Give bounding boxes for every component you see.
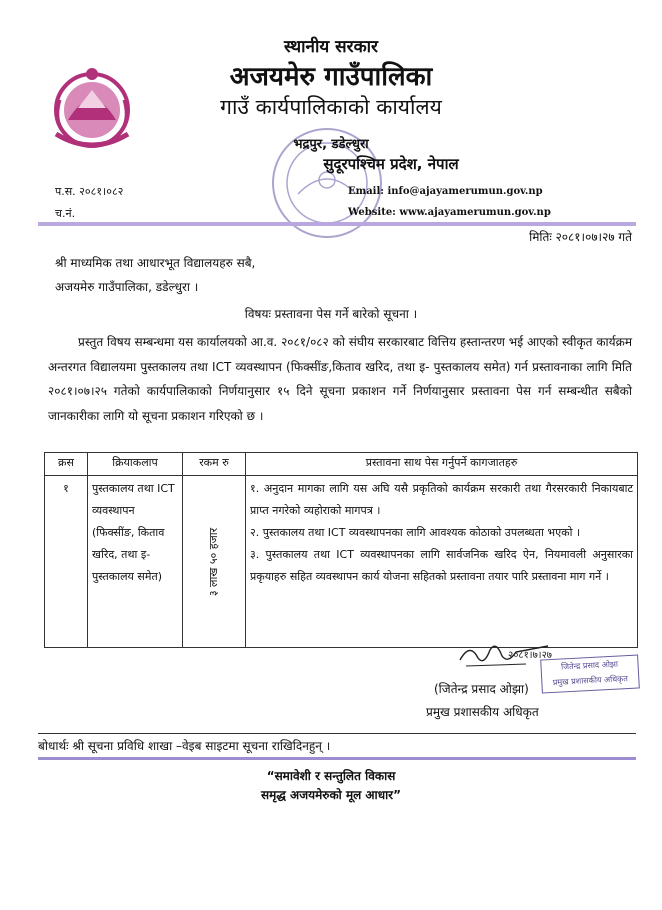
- signer-name: (जितेन्द्र प्रसाद ओझा): [434, 682, 529, 696]
- email-label: Email:: [348, 186, 384, 197]
- slogan-line-1: “समावेशी र सन्तुलित विकास: [266, 769, 396, 783]
- header-serial: क्रस: [45, 453, 88, 476]
- amount-text: ३ लाख ५० हजार: [207, 527, 220, 596]
- header-divider: [38, 222, 636, 226]
- office-name: गाउँ कार्यपालिकाको कार्यालय: [220, 95, 442, 119]
- cc-line: बोधार्थः श्री सूचना प्रविधि शाखा –वेइब साइटमा सूचना राखिदिनहुन् ।: [38, 739, 331, 753]
- signer-title: प्रमुख प्रशासकीय अधिकृत: [426, 705, 539, 719]
- recipient-line-1: श्री माध्यमिक तथा आधारभूत विद्यालयहरु सबै,: [55, 256, 256, 270]
- requirements-table: [44, 452, 638, 648]
- office-address: भद्रपुर, डडेल्धुरा: [293, 137, 369, 152]
- website-label: Website:: [348, 207, 396, 218]
- email-line: [348, 186, 543, 197]
- header-amount: रकम रु: [183, 453, 246, 476]
- document-item-2: २. पुस्तकालय तथा ICT व्यवस्थापनका लागि आवश्यक कोठाको उपलब्धता भएको ।: [250, 526, 581, 539]
- header-activity: क्रियाकलाप: [88, 453, 183, 476]
- letter-date: मितिः २०८१।०७।२७ गते: [529, 230, 632, 244]
- email-address[interactable]: info@ajayamerumun.gov.np: [387, 186, 543, 197]
- website-line: [348, 207, 551, 218]
- office-level-heading: स्थानीय सरकार: [283, 37, 378, 57]
- document-item-3: ३. पुस्तकालय तथा ICT व्यवस्थापनका लागि सार्वजनिक खरिद ऐन, नियमावली अनुसारका प्रकृयाहरु सहित व्यवस्थापन कार्य योजना सहितको प्रस्तावना तयार पारि प्रस्तावना माग गर्ने ।: [250, 548, 633, 583]
- dispatch-number: च.नं.: [55, 207, 76, 220]
- website-link[interactable]: www.ajayamerumun.gov.np: [399, 207, 551, 218]
- stamp-name: जितेन्द्र प्रसाद ओझा: [560, 659, 619, 672]
- cc-divider: [38, 733, 636, 734]
- cell-activity: पुस्तकालय तथा ICT व्यवस्थापन (फिक्सींङ, किताव खरिद, तथा इ-पुस्तकालय समेत): [88, 476, 183, 648]
- footer-divider: [38, 757, 636, 760]
- document-item-1: १. अनुदान मागका लागि यस अघि यसै प्रकृतिको कार्यक्रम सरकारी तथा गैरसरकारी निकायबाट प्राप्त नगरेको व्यहोराको मागपत्र ।: [250, 482, 633, 517]
- municipality-name: अजयमेरु गाउँपालिका: [229, 62, 433, 92]
- cell-serial: १: [45, 476, 88, 648]
- subject-line: विषयः प्रस्तावना पेस गर्ने बारेको सूचना ।: [244, 307, 418, 321]
- stamp-title: प्रमुख प्रशासकीय अधिकृत: [552, 674, 629, 687]
- officer-stamp: [540, 654, 640, 693]
- table-header-row: [45, 453, 638, 476]
- recipient-line-2: अजयमेरु गाउँपालिका, डडेल्धुरा ।: [55, 280, 199, 294]
- body-paragraph: प्रस्तुत विषय सम्बन्धमा यस कार्यालयको आ.व. २०८१/०८२ को संघीय सरकारबाट वित्तिय हस्तान्तरण भई आएको स्वीकृत कार्यक्रम अन्तरगत विद्यालयमा पुस्तकालय तथा ICT व्यवस्थापन (फिक्सींङ,किताव खरिद, तथा इ- पुस्तकालय समेत) गर्न प्रस्तावनाका लागि मिति २०८१।०७।२५ गतेको कार्यपालिकाको निर्णयानुसार १५ दिने सूचना प्रकाशन गर्ने निर्णयानुसार प्रस्तावना पेस गर्न सम्बन्धीत सबैको जानकारीका लागि यो सूचना प्रकाशन गरिएको छ ।: [48, 335, 632, 423]
- slogan-line-2: समृद्ध अजयमेरुको मूल आधार”: [261, 788, 401, 802]
- header-documents: प्रस्तावना साथ पेस गर्नुपर्ने कागजातहरु: [246, 453, 638, 476]
- office-province: सुदूरपश्चिम प्रदेश, नेपाल: [323, 155, 459, 173]
- reference-number: प.स. २०८१।०८२: [55, 185, 124, 198]
- cell-amount: [183, 476, 246, 648]
- cell-documents: [246, 476, 638, 648]
- handwritten-date: २०८१।७।२७: [508, 650, 552, 661]
- table-row: [45, 476, 638, 648]
